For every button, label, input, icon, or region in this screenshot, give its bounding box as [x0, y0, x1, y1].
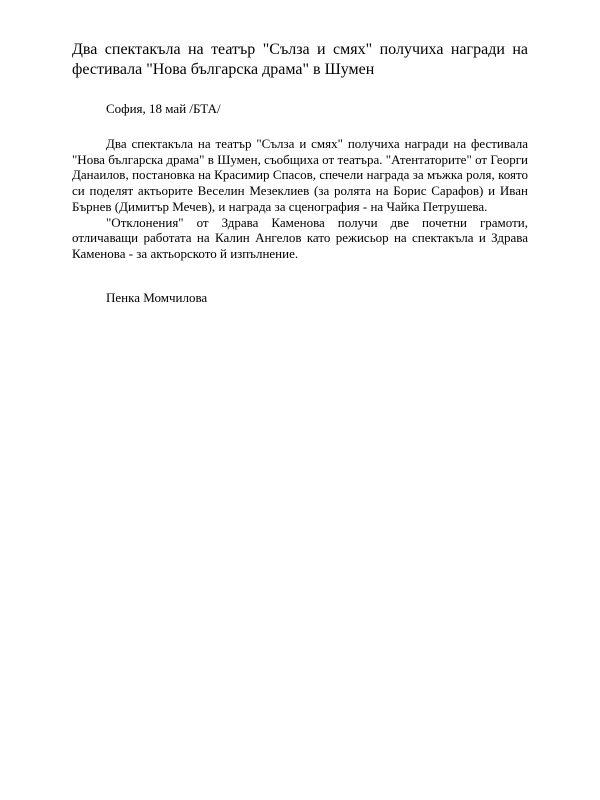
article-body [72, 136, 528, 262]
article-paragraph: Два спектакъла на театър "Сълза и смях" получиха награди на фестивала "Нова българска драма" в Шумен, съобщиха от театъра. "Атентаторите" от Георги Данаилов, постановка на Красимир Спасов, спечели награда за мъжка роля, която си поделят актьорите Веселин Мезеклиев (за ролята на Борис Сарафов) и Иван Бърнев (Димитър Мечев), и награда за сценография - на Чайка Петрушева. [72, 136, 528, 214]
article-paragraph: "Отклонения" от Здрава Каменова получи две почетни грамоти, отличаващи работата на Калин Ангелов като режисьор на спектакъла и Здрава Каменова - за актьорското й изпълнение. [72, 214, 528, 261]
article-author: Пенка Момчилова [106, 290, 208, 305]
article-title: Два спектакъла на театър "Сълза и смях" получиха награди на фестивала "Нова българска драма" в Шумен [72, 41, 528, 78]
article-dateline: София, 18 май /БТА/ [106, 101, 221, 116]
